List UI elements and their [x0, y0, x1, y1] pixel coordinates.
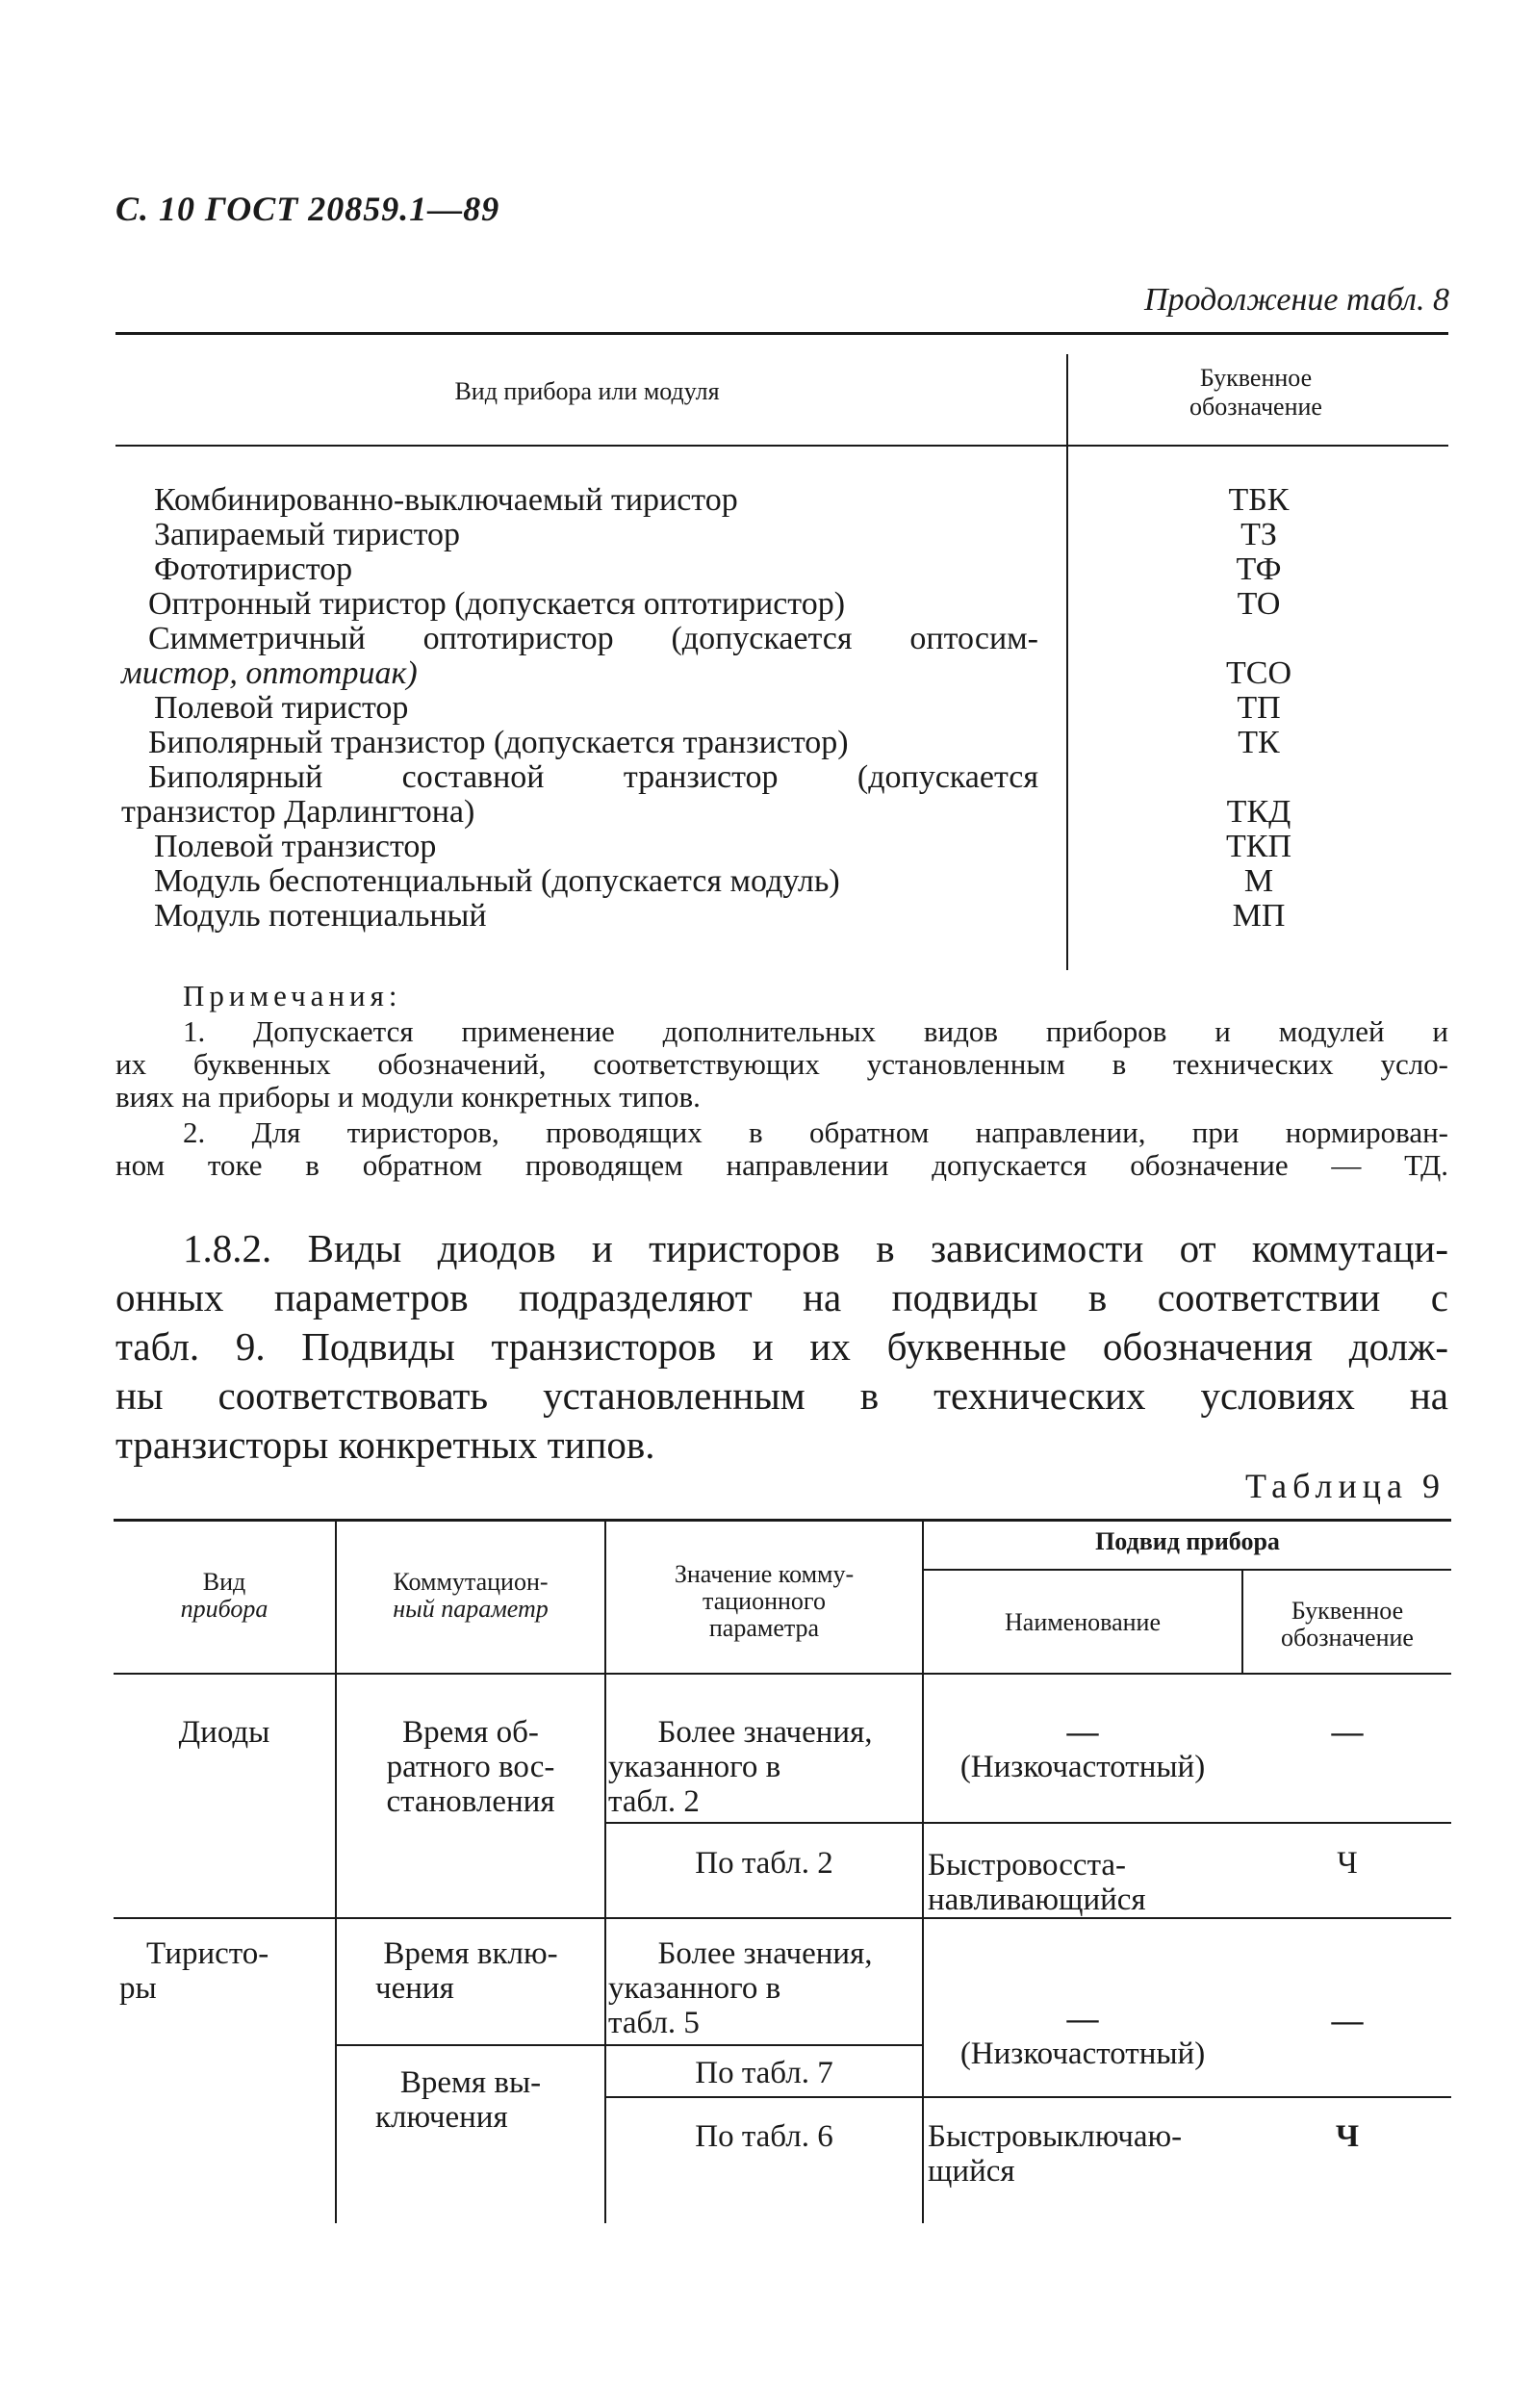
table9-thyristors-r3-name-l2: щийся	[928, 2154, 1015, 2189]
table8-row-5-name: Симметричный оптотиристор (допускается оптосим-	[148, 621, 1038, 656]
table9-thyristors-param1-l2: чения	[375, 1971, 454, 2006]
table9-head-param-l2: ный параметр	[393, 1595, 549, 1623]
page-header: С. 10 ГОСТ 20859.1—89	[115, 190, 500, 228]
table9-caption: Таблица 9	[1245, 1467, 1445, 1505]
table9-diodes-r2-name	[928, 1848, 1241, 1917]
table9-thyristors-param1	[337, 1936, 604, 2006]
table9-thyristors-name-dash: —	[1066, 2002, 1099, 2037]
table9-diodes-r1-value	[608, 1715, 922, 1819]
table9-thyristors-r1-value	[608, 1936, 922, 2040]
table8-row-4-code: ТО	[1237, 586, 1281, 622]
table9-header-rule	[114, 1673, 1451, 1675]
table9-diodes-r1-value-l1: Более значения,	[657, 1715, 873, 1750]
table8-row-8-name: Биполярный составной транзистор (допускается	[148, 759, 1038, 795]
table8-row-8-code: ТКД	[1226, 794, 1291, 830]
table8-column-divider	[1066, 354, 1068, 970]
note-1-line-1: 1. Допускается применение дополнительных видов приборов и модулей и	[183, 1014, 1448, 1048]
table9-head-value-l2: тационного	[703, 1587, 826, 1615]
table9-head-device-l1: Вид	[202, 1568, 246, 1596]
table9-thyristors-r1-value-l2: указанного в	[608, 1971, 781, 2006]
table8-header-rule	[115, 445, 1448, 447]
table8-row-11-name: Модуль потенциальный	[154, 898, 487, 934]
note-2-line-2: ном токе в обратном проводящем направлении допускается обозначение — ТД.	[115, 1148, 1448, 1182]
table8-row-5-code: ТСО	[1226, 655, 1291, 691]
table9-thyristors-r1-value-l1: Более значения,	[657, 1936, 873, 1971]
paragraph-line-1: 1.8.2. Виды диодов и тиристоров в зависимости от коммутаци-	[183, 1226, 1448, 1270]
table9-thyristors-code: —	[1331, 2004, 1364, 2038]
table9-diodes-r1-name-text: (Низкочастотный)	[959, 1750, 1206, 1784]
table9-head-name: Наименование	[1005, 1608, 1161, 1636]
table9-diodes-r1-name-dash: —	[1066, 1715, 1099, 1750]
table9-subtype-rule	[922, 1569, 1451, 1571]
table9-thyristors-r3-code: Ч	[1335, 2119, 1360, 2154]
table8-top-rule	[115, 332, 1448, 335]
table8-col-device: Вид прибора или модуля	[454, 377, 720, 405]
table8-row-2-name: Запираемый тиристор	[154, 517, 461, 552]
table8-row-7-code: ТК	[1238, 725, 1280, 760]
table8-row-3-code: ТФ	[1236, 551, 1282, 587]
table9-diodes-r2-value: По табл. 2	[695, 1846, 833, 1881]
table9-diodes-device: Диоды	[178, 1715, 270, 1750]
table8-row-2-code: ТЗ	[1240, 517, 1277, 552]
table9-diodes-r2-name-l1: Быстровосста-	[928, 1848, 1127, 1883]
table9-head-device-l2: прибора	[180, 1595, 268, 1623]
paragraph-line-5: транзисторы конкретных типов.	[115, 1422, 655, 1467]
table8-row-10-name: Модуль беспотенциальный (допускается модуль)	[154, 863, 840, 899]
table8-row-9-name: Полевой транзистор	[154, 829, 437, 864]
table9-thyristors-r3-name	[928, 2119, 1241, 2189]
table9-head-code-l1: Буквенное	[1291, 1597, 1404, 1625]
table9-thyristors-device-l1: Тиристо-	[146, 1936, 269, 1971]
table9-thyristors-param2	[337, 2065, 604, 2135]
table8-row-6-code: ТП	[1237, 690, 1281, 726]
table9-thyristors-device-l2: ры	[119, 1971, 157, 2006]
continuation-label: Продолжение табл. 8	[1143, 282, 1449, 318]
table8-row-10-code: М	[1243, 863, 1274, 899]
table9-head-code	[1243, 1598, 1451, 1652]
table9-thyristors-param2-l1: Время вы-	[399, 2065, 542, 2100]
note-1-line-2: их буквенных обозначений, соответствующих установленным в технических усло-	[115, 1047, 1448, 1081]
paragraph-line-3: табл. 9. Подвиды транзисторов и их буквенные обозначения долж-	[115, 1324, 1448, 1369]
paragraph-line-2: онных параметров подразделяют на подвиды в соответствии с	[115, 1275, 1448, 1319]
table9-head-value	[606, 1561, 922, 1642]
table8-col-code: Буквенное обозначение	[1189, 364, 1322, 421]
table8-row-7-name: Биполярный транзистор (допускается транзистор)	[148, 725, 849, 760]
table8-row-3-name: Фототиристор	[154, 551, 353, 587]
table9-diodes-param-l1: Время об-	[402, 1715, 539, 1750]
table9-thyristors-device	[119, 1936, 335, 2006]
table9-head-value-l1: Значение комму-	[674, 1560, 855, 1588]
notes-title: Примечания:	[183, 979, 402, 1012]
table9-thyristors-r3-name-l1: Быстровыключаю-	[928, 2119, 1183, 2154]
note-1-line-3: виях на приборы и модули конкретных типов.	[115, 1080, 701, 1114]
table9-thyristors-param2-l2: ключения	[375, 2100, 508, 2135]
table9-head-device	[114, 1569, 335, 1623]
table9-thyr-param-rule	[335, 2044, 922, 2046]
table9-thyr-value-rule	[604, 2096, 1451, 2098]
table8-row-5-name-cont: мистор, оптотриак)	[121, 655, 418, 691]
table9-head-value-l3: параметра	[708, 1614, 820, 1642]
note-2-line-1: 2. Для тиристоров, проводящих в обратном направлении, при нормирован-	[183, 1115, 1448, 1149]
table8-row-1-code: ТБК	[1228, 482, 1290, 518]
table9-diodes-r1-name	[924, 1715, 1241, 1784]
table9-diodes-r1-value-l2: указанного в	[608, 1750, 781, 1784]
table8-row-6-name: Полевой тиристор	[154, 690, 409, 726]
table8-row-9-code: ТКП	[1226, 829, 1291, 864]
table9-diodes-r2-code: Ч	[1337, 1846, 1358, 1881]
table9-head-subtype: Подвид прибора	[1095, 1527, 1280, 1555]
table9-thyristors-r2-value: По табл. 7	[695, 2056, 833, 2090]
table8-row-4-name: Оптронный тиристор (допускается оптотиристор)	[148, 586, 846, 622]
table9-diodes-r1-code: —	[1331, 1715, 1364, 1750]
table9-diode-split-rule	[604, 1822, 1451, 1824]
table9-diodes-param-l3: становления	[386, 1784, 555, 1819]
table8-row-11-code: МП	[1232, 898, 1286, 934]
paragraph-line-4: ны соответствовать установленным в технических условиях на	[115, 1373, 1448, 1418]
table8-row-1-name: Комбинированно-выключаемый тиристор	[154, 482, 738, 518]
table9-group-rule	[114, 1917, 1451, 1919]
table9-thyristors-param1-l1: Время вклю-	[383, 1936, 558, 1971]
table9-head-code-l2: обозначение	[1281, 1624, 1414, 1652]
table9-head-param	[337, 1569, 604, 1623]
table8-row-8-name-cont: транзистор Дарлингтона)	[121, 794, 475, 830]
table9-diodes-r2-name-l2: навливающийся	[928, 1883, 1146, 1917]
table9-diodes-param	[337, 1715, 604, 1819]
table9-head-param-l1: Коммутацион-	[393, 1568, 549, 1596]
table9-thyristors-name-text: (Низкочастотный)	[959, 2037, 1206, 2071]
table9-diodes-r1-value-l3: табл. 2	[608, 1784, 700, 1819]
table9-thyristors-name	[924, 2002, 1241, 2071]
table9-thyristors-r3-value: По табл. 6	[695, 2119, 833, 2154]
table9-thyristors-r1-value-l3: табл. 5	[608, 2006, 700, 2040]
table9-diodes-param-l2: ратного вос-	[386, 1750, 555, 1784]
table9-top-rule	[114, 1519, 1451, 1522]
